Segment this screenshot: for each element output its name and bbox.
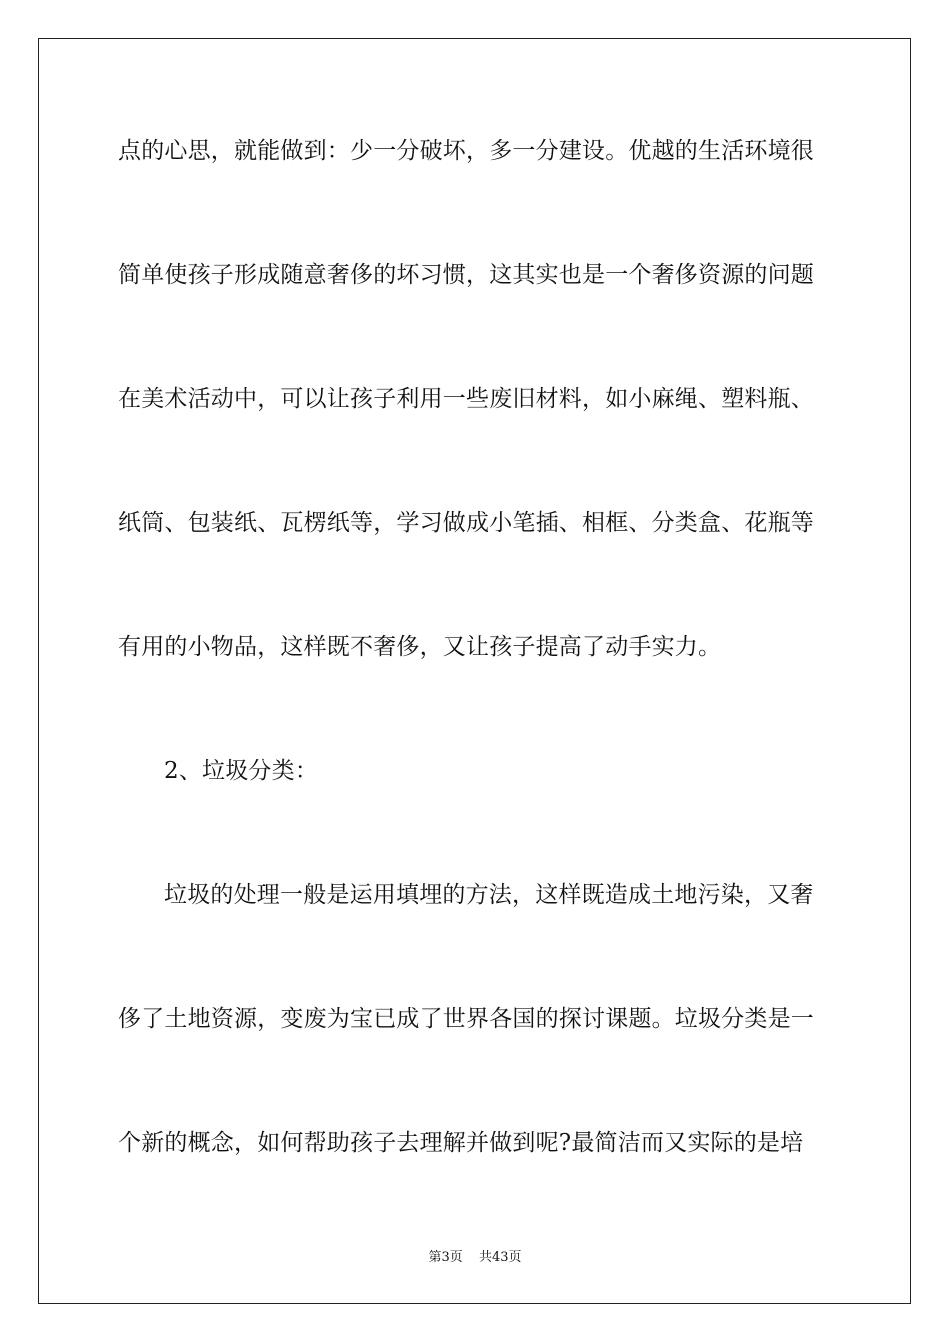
text-line-9: 个新的概念，如何帮助孩子去理解并做到呢?最简洁而又实际的是培 <box>118 1130 804 1156</box>
text-line-1: 点的心思，就能做到：少一分破坏，多一分建设。优越的生活环境很 <box>118 138 814 164</box>
page-total: 共43页 <box>478 1250 522 1265</box>
text-line-7: 垃圾的处理一般是运用填埋的方法，这样既造成土地污染，又奢 <box>164 882 814 908</box>
text-line-8: 侈了土地资源，变废为宝已成了世界各国的探讨课题。垃圾分类是一 <box>118 1006 814 1032</box>
text-line-5: 有用的小物品，这样既不奢侈，又让孩子提高了动手实力。 <box>118 634 722 660</box>
text-line-2: 简单使孩子形成随意奢侈的坏习惯，这其实也是一个奢侈资源的问题 <box>118 262 814 288</box>
page-footer <box>0 1246 950 1265</box>
text-line-3: 在美术活动中，可以让孩子利用一些废旧材料，如小麻绳、塑料瓶、 <box>118 386 814 412</box>
section-heading: 2、垃圾分类： <box>164 758 319 784</box>
text-line-4: 纸筒、包装纸、瓦楞纸等，学习做成小笔插、相框、分类盒、花瓶等 <box>118 510 814 536</box>
page-number: 第3页 <box>428 1250 463 1265</box>
page-border <box>38 38 911 1304</box>
